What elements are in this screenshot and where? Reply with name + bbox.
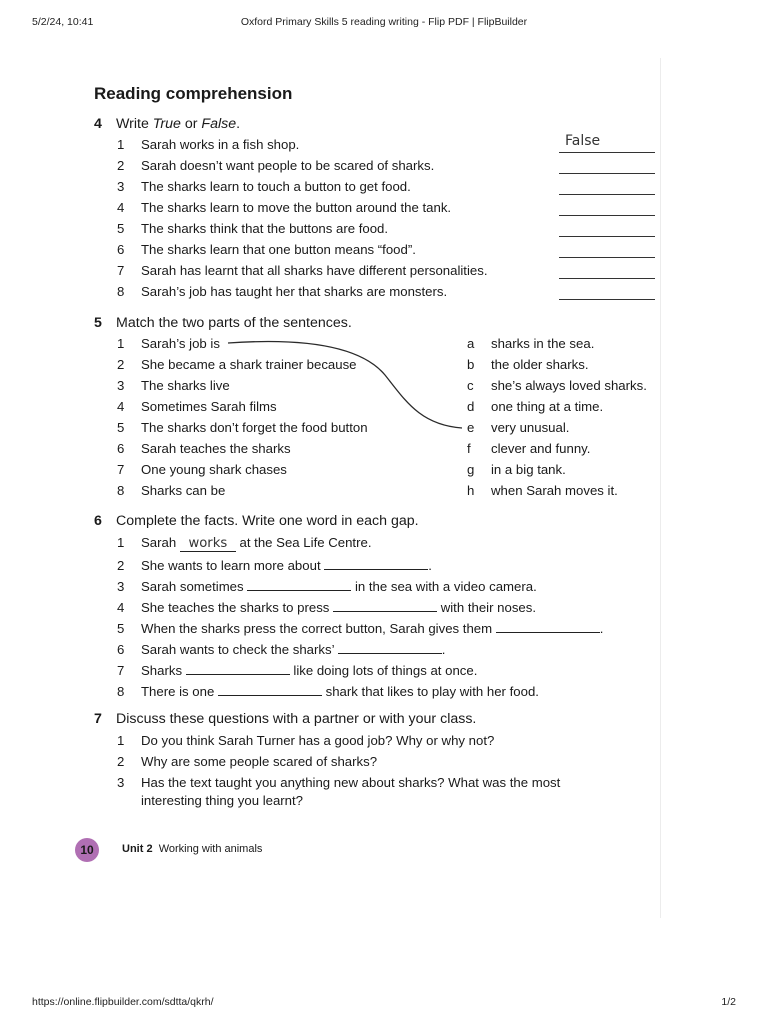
item-number: 2: [117, 357, 125, 372]
gap-fill-row: [117, 577, 537, 594]
statement-text: The sharks learn to touch a button to get food.: [141, 179, 411, 194]
item-letter: h: [467, 483, 475, 498]
exercise-number: 4: [94, 116, 102, 132]
match-left-text: Sharks can be: [141, 483, 226, 498]
item-letter: c: [467, 378, 474, 393]
unit-label: [122, 843, 262, 855]
gap-fill-row: [117, 661, 477, 678]
match-right-text: very unusual.: [491, 420, 570, 435]
item-number: 3: [117, 579, 125, 594]
item-number: 7: [117, 462, 125, 477]
gap-blank[interactable]: [333, 598, 437, 612]
instruction-true: True: [152, 116, 181, 132]
match-left-text: One young shark chases: [141, 462, 287, 477]
gap-fill-row: [117, 640, 445, 657]
sentence-start: Sarah sometimes: [141, 579, 248, 594]
statement-text: The sharks learn that one button means “food”.: [141, 242, 416, 257]
item-number: 5: [117, 221, 125, 236]
match-right-text: in a big tank.: [491, 462, 566, 477]
instruction-text: Match the two parts of the sentences.: [116, 315, 352, 331]
print-url[interactable]: https://online.flipbuilder.com/sdtta/qkrh/: [32, 996, 214, 1008]
item-number: 1: [117, 733, 125, 748]
sentence-end: like doing lots of things at once.: [289, 663, 478, 678]
question-text: Why are some people scared of sharks?: [141, 754, 378, 769]
gap-blank[interactable]: works: [180, 536, 236, 552]
statement-text: Sarah works in a fish shop.: [141, 137, 300, 152]
item-number: 8: [117, 483, 125, 498]
instruction-text: or: [180, 116, 202, 132]
gap-blank[interactable]: [247, 577, 351, 591]
exercise-number: 6: [94, 513, 102, 529]
exercise-number: 7: [94, 711, 102, 727]
match-left-text: The sharks live: [141, 378, 230, 393]
sentence-start: Sarah wants to check the sharks’: [141, 642, 338, 657]
item-number: 2: [117, 754, 125, 769]
item-letter: g: [467, 462, 475, 477]
item-number: 6: [117, 441, 125, 456]
gap-blank[interactable]: [338, 640, 442, 654]
sentence-start: Sarah: [141, 535, 180, 550]
gap-fill-row: [117, 556, 432, 573]
item-number: 4: [117, 399, 125, 414]
print-date: 5/2/24, 10:41: [32, 16, 94, 28]
gap-blank[interactable]: [496, 619, 600, 633]
item-number: 8: [117, 684, 125, 699]
match-right-text: clever and funny.: [491, 441, 591, 456]
gap-fill-row: [117, 682, 539, 699]
sentence-end: .: [441, 642, 446, 657]
statement-text: The sharks learn to move the button around the tank.: [141, 200, 452, 215]
item-number: 5: [117, 621, 125, 636]
handwritten-answer: False: [565, 133, 601, 149]
gap-blank[interactable]: [218, 682, 322, 696]
statement-text: The sharks think that the buttons are food.: [141, 221, 389, 236]
sentence-end: .: [599, 621, 604, 636]
exercise-6-heading: [94, 513, 419, 529]
match-left-text: Sarah’s job is: [141, 336, 220, 351]
sentence-end: with their noses.: [437, 600, 537, 615]
statement-text: Sarah’s job has taught her that sharks are monsters.: [141, 284, 448, 299]
match-left-text: The sharks don’t forget the food button: [141, 420, 368, 435]
match-right-text: she’s always loved sharks.: [491, 378, 647, 393]
statement-text: Sarah has learnt that all sharks have different personalities.: [141, 263, 488, 278]
match-left-text: Sarah teaches the sharks: [141, 441, 291, 456]
item-number: 6: [117, 642, 125, 657]
item-number: 1: [117, 137, 125, 152]
item-number: 7: [117, 663, 125, 678]
sentence-start: She teaches the sharks to press: [141, 600, 334, 615]
statement-text: Sarah doesn’t want people to be scared of sharks.: [141, 158, 435, 173]
sentence-start: Sharks: [141, 663, 186, 678]
discussion-question: [117, 793, 303, 808]
discussion-question: [117, 733, 494, 748]
item-letter: b: [467, 357, 475, 372]
sentence-start: She wants to learn more about: [141, 558, 325, 573]
question-text: interesting thing you learnt?: [141, 793, 304, 808]
item-letter: d: [467, 399, 475, 414]
item-number: 1: [117, 336, 125, 351]
section-title: Reading comprehension: [94, 84, 293, 103]
item-number: 2: [117, 558, 125, 573]
gap-blank[interactable]: [324, 556, 428, 570]
match-left-text: She became a shark trainer because: [141, 357, 357, 372]
item-number: 3: [117, 179, 125, 194]
question-text: Has the text taught you anything new about sharks? What was the most: [141, 775, 561, 790]
exercise-7-heading: [94, 711, 476, 727]
unit-number: Unit 2: [122, 843, 153, 855]
sentence-end: at the Sea Life Centre.: [235, 535, 372, 550]
sentence-end: shark that likes to play with her food.: [321, 684, 539, 699]
match-right-text: one thing at a time.: [491, 399, 604, 414]
page-number-badge: 10: [75, 838, 99, 862]
discussion-question: [117, 754, 377, 769]
instruction-text: .: [236, 116, 241, 132]
item-number: 3: [117, 378, 125, 393]
gap-blank[interactable]: [186, 661, 290, 675]
instruction-false: False: [201, 116, 237, 132]
match-right-text: when Sarah moves it.: [491, 483, 618, 498]
unit-title: Working with animals: [158, 843, 263, 855]
item-letter: a: [467, 336, 475, 351]
item-number: 6: [117, 242, 125, 257]
print-page-count: 1/2: [721, 996, 736, 1008]
item-number: 8: [117, 284, 125, 299]
item-letter: e: [467, 420, 475, 435]
item-number: 2: [117, 158, 125, 173]
item-number: 4: [117, 600, 125, 615]
instruction-text: Complete the facts. Write one word in each gap.: [116, 513, 419, 529]
item-number: 3: [117, 775, 125, 790]
question-text: Do you think Sarah Turner has a good job? Why or why not?: [141, 733, 495, 748]
item-number: 4: [117, 200, 125, 215]
sentence-end: .: [428, 558, 432, 573]
item-letter: f: [467, 441, 471, 456]
instruction-text: Discuss these questions with a partner or with your class.: [116, 711, 477, 727]
gap-fill-row: [117, 619, 603, 636]
item-number: 5: [117, 420, 125, 435]
gap-fill-row: [117, 535, 371, 552]
match-right-text: sharks in the sea.: [491, 336, 595, 351]
sentence-start: When the sharks press the correct button, Sarah gives them: [141, 621, 496, 636]
instruction-text: Write: [116, 116, 153, 132]
item-number: 7: [117, 263, 125, 278]
discussion-question: [117, 775, 560, 790]
match-right-text: the older sharks.: [491, 357, 589, 372]
sentence-end: in the sea with a video camera.: [351, 579, 537, 594]
match-left-text: Sometimes Sarah films: [141, 399, 277, 414]
gap-fill-row: [117, 598, 536, 615]
item-number: 1: [117, 535, 125, 550]
exercise-number: 5: [94, 315, 102, 331]
print-page-title: Oxford Primary Skills 5 reading writing - Flip PDF | FlipBuilder: [240, 16, 528, 28]
sentence-start: There is one: [141, 684, 218, 699]
